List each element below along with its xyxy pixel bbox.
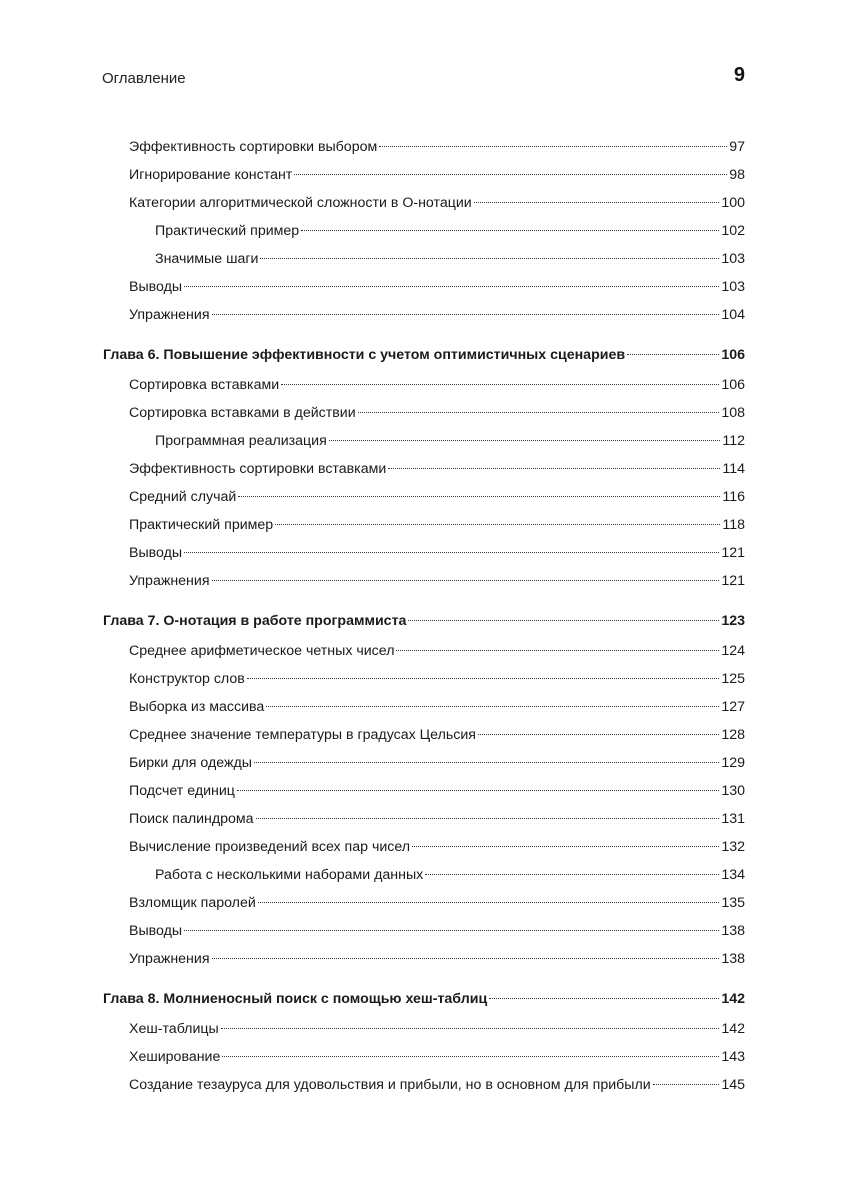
dot-leader (627, 354, 719, 355)
toc-entry-page: 104 (721, 307, 745, 323)
toc-entry-title: Бирки для одежды (129, 755, 252, 771)
toc-chapter[interactable] (103, 989, 745, 1009)
toc-entry-page: 106 (721, 377, 745, 393)
dot-leader (247, 678, 720, 679)
toc-entry-page: 118 (722, 517, 745, 533)
toc-entry-page: 134 (721, 867, 745, 883)
dot-leader (301, 230, 719, 231)
toc-chapter-title: Глава 7. O-нотация в работе программиста (103, 613, 407, 629)
toc-entry[interactable] (129, 697, 745, 717)
toc-entry-title: Упражнения (129, 307, 210, 323)
toc-entry-title: Подсчет единиц (129, 783, 235, 799)
toc-entry-page: 132 (721, 839, 745, 855)
toc-entry-title: Работа с несколькими наборами данных (155, 867, 424, 883)
toc-entry[interactable] (129, 893, 745, 913)
dot-leader (412, 846, 719, 847)
toc-entry-title: Конструктор слов (129, 671, 245, 687)
toc-entry-page: 143 (721, 1049, 745, 1065)
toc-entry-page: 138 (721, 951, 745, 967)
toc-entry-title: Упражнения (129, 951, 210, 967)
toc-chapter[interactable] (103, 611, 745, 631)
toc-entry-page: 100 (721, 195, 745, 211)
toc-entry[interactable] (155, 249, 745, 269)
toc-entry[interactable] (129, 921, 745, 941)
toc-entry-page: 125 (721, 671, 745, 687)
toc-entry-page: 103 (721, 251, 745, 267)
toc-entry-page: 121 (721, 545, 745, 561)
toc-chapter-page: 106 (721, 347, 745, 363)
toc-entry-title: Сортировка вставками (129, 377, 280, 393)
toc-entry-page: 138 (721, 923, 745, 939)
dot-leader (653, 1084, 720, 1085)
toc-entry-page: 112 (722, 433, 745, 449)
dot-leader (184, 286, 719, 287)
toc-entry[interactable] (129, 305, 745, 325)
toc-entry[interactable] (129, 571, 745, 591)
toc-entry[interactable] (129, 641, 745, 661)
toc-entry-page: 114 (722, 461, 745, 477)
dot-leader (237, 790, 719, 791)
dot-leader (294, 174, 727, 175)
toc-entry[interactable] (129, 137, 745, 157)
toc-entry-title: Хеш-таблицы (129, 1021, 219, 1037)
toc-entry-title: Сортировка вставками в действии (129, 405, 356, 421)
toc-entry-title: Программная реализация (155, 433, 327, 449)
toc-entry[interactable] (129, 809, 745, 829)
dot-leader (388, 468, 720, 469)
toc-entry-title: Средний случай (129, 489, 237, 505)
toc-entry[interactable] (129, 487, 745, 507)
toc-entry-title: Выводы (129, 545, 183, 561)
dot-leader (408, 620, 719, 621)
dot-leader (212, 580, 720, 581)
toc-entry-page: 130 (721, 783, 745, 799)
toc-entry-title: Хеширование (129, 1049, 221, 1065)
toc-entry-page: 108 (721, 405, 745, 421)
dot-leader (266, 706, 719, 707)
dot-leader (478, 734, 719, 735)
toc-entry-page: 97 (729, 139, 745, 155)
toc-entry-title: Выборка из массива (129, 699, 265, 715)
toc-entry-page: 145 (721, 1077, 745, 1093)
dot-leader (396, 650, 719, 651)
toc-entry-title: Упражнения (129, 573, 210, 589)
toc-entry-page: 102 (721, 223, 745, 239)
toc-chapter-title: Глава 6. Повышение эффективности с учетом оптимистичных сценариев (103, 347, 626, 363)
dot-leader (222, 1056, 719, 1057)
toc-entry[interactable] (129, 753, 745, 773)
toc-entry-page: 129 (721, 755, 745, 771)
toc-entry[interactable] (129, 669, 745, 689)
dot-leader (358, 412, 720, 413)
toc-entry-page: 127 (721, 699, 745, 715)
toc-entry-title: Эффективность сортировки выбором (129, 139, 378, 155)
toc-entry-title: Поиск палиндрома (129, 811, 254, 827)
dot-leader (184, 930, 719, 931)
toc-entry[interactable] (129, 165, 745, 185)
toc-chapter-page: 123 (721, 613, 745, 629)
dot-leader (212, 314, 720, 315)
toc-entry[interactable] (129, 725, 745, 745)
toc-entry[interactable] (129, 781, 745, 801)
dot-leader (474, 202, 720, 203)
toc-entry-page: 116 (722, 489, 745, 505)
toc-entry[interactable] (129, 193, 745, 213)
toc-entry-title: Выводы (129, 279, 183, 295)
dot-leader (256, 818, 720, 819)
toc-entry-page: 135 (721, 895, 745, 911)
dot-leader (238, 496, 720, 497)
dot-leader (489, 998, 719, 999)
toc-entry-title: Создание тезауруса для удовольствия и прибыли, но в основном для прибыли (129, 1077, 651, 1093)
toc-entry-title: Практический пример (129, 517, 274, 533)
toc-entry-page: 124 (721, 643, 745, 659)
dot-leader (258, 902, 720, 903)
toc-chapter-title: Глава 8. Молниеносный поиск с помощью хеш-таблиц (103, 991, 488, 1007)
toc-entry-page: 142 (721, 1021, 745, 1037)
toc-entry[interactable] (155, 865, 745, 885)
toc-chapter[interactable] (103, 345, 745, 365)
toc-entry-page: 103 (721, 279, 745, 295)
toc-entry[interactable] (129, 1075, 745, 1095)
toc-entry-title: Игнорирование констант (129, 167, 293, 183)
toc-entry[interactable] (129, 543, 745, 563)
dot-leader (425, 874, 719, 875)
toc-entry[interactable] (129, 459, 745, 479)
toc-entry-page: 131 (721, 811, 745, 827)
toc-entry-title: Среднее значение температуры в градусах Цельсия (129, 727, 476, 743)
toc-entry-title: Выводы (129, 923, 183, 939)
toc-entry[interactable] (155, 431, 745, 451)
dot-leader (275, 524, 720, 525)
toc-entry-page: 121 (721, 573, 745, 589)
dot-leader (212, 958, 720, 959)
dot-leader (329, 440, 721, 441)
toc-entry-title: Категории алгоритмической сложности в O-нотации (129, 195, 472, 211)
toc-chapter-page: 142 (721, 991, 745, 1007)
toc-entry[interactable] (129, 515, 745, 535)
toc-entry-page: 128 (721, 727, 745, 743)
toc-entry-title: Значимые шаги (155, 251, 259, 267)
toc-entry[interactable] (155, 221, 745, 241)
toc-entry[interactable] (129, 375, 745, 395)
dot-leader (254, 762, 719, 763)
toc-entry-title: Эффективность сортировки вставками (129, 461, 387, 477)
dot-leader (281, 384, 719, 385)
dot-leader (379, 146, 727, 147)
toc-entry-page: 98 (729, 167, 745, 183)
toc-entry-title: Взломщик паролей (129, 895, 256, 911)
toc-entry[interactable] (129, 1047, 745, 1067)
dot-leader (260, 258, 719, 259)
running-title: Оглавление (102, 70, 186, 87)
toc-entry-title: Среднее арифметическое четных чисел (129, 643, 395, 659)
page-number: 9 (733, 64, 745, 86)
toc-entry-title: Практический пример (155, 223, 300, 239)
toc-entry[interactable] (129, 277, 745, 297)
toc-entry-title: Вычисление произведений всех пар чисел (129, 839, 411, 855)
dot-leader (184, 552, 719, 553)
toc-entry[interactable] (129, 837, 745, 857)
toc-entry[interactable] (129, 949, 745, 969)
toc-entry[interactable] (129, 403, 745, 423)
dot-leader (221, 1028, 720, 1029)
toc-entry[interactable] (129, 1019, 745, 1039)
